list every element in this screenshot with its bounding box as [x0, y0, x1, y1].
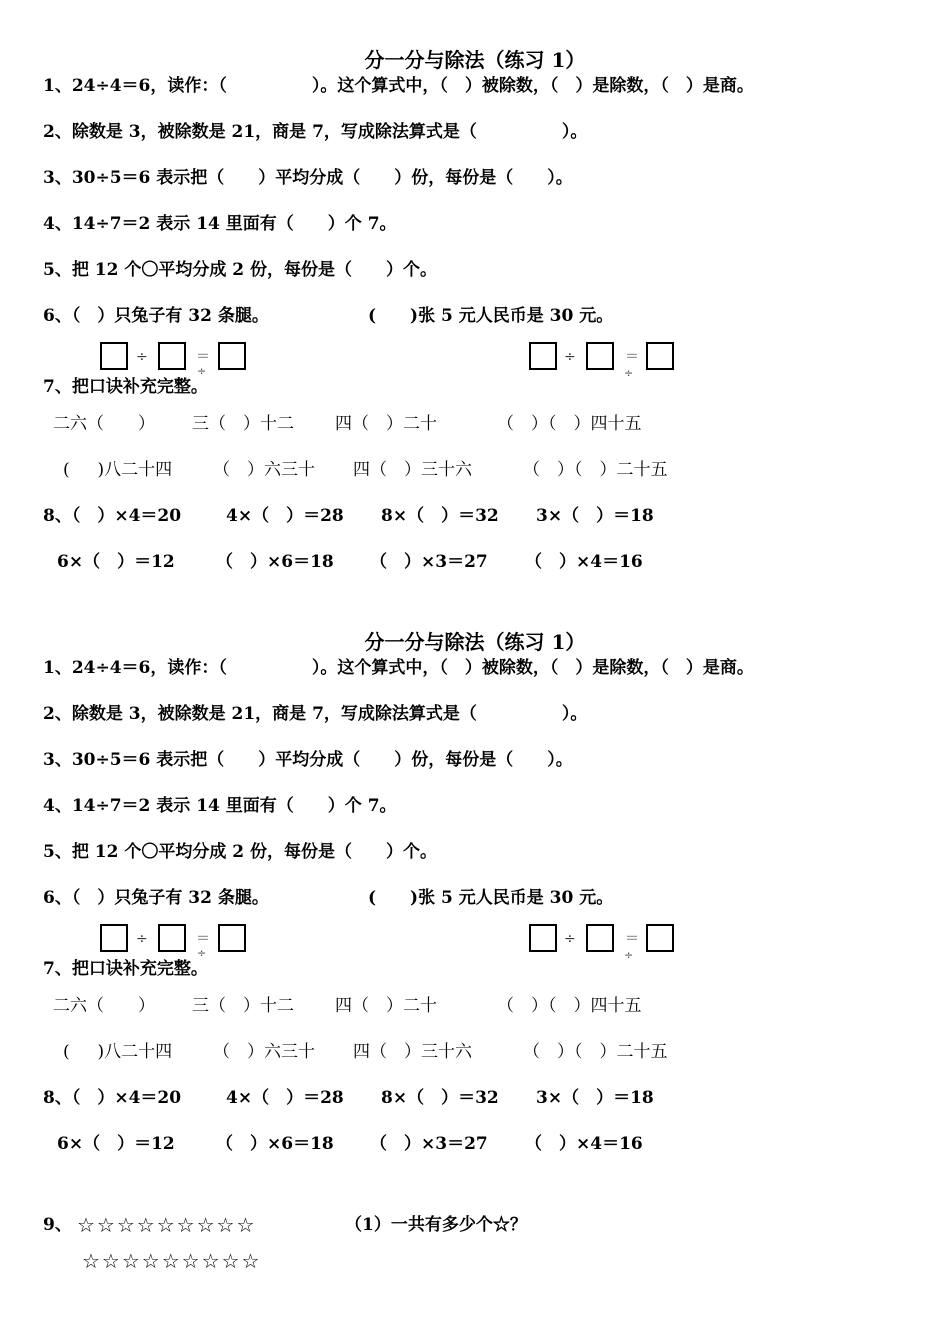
question-7: 7、把口诀补充完整。 — [43, 377, 208, 397]
q7-item: （ ）（ ）四十五 — [497, 996, 642, 1016]
answer-box — [100, 924, 128, 952]
q8-item: 8×（ ）＝32 — [381, 1088, 499, 1108]
q7-item: 四（ ）二十 — [335, 414, 437, 434]
answer-box — [646, 924, 674, 952]
q7-item: （ ）六三十 — [213, 460, 315, 480]
answer-box — [158, 924, 186, 952]
q8-item: 6×（ ）＝12 — [57, 552, 175, 572]
q7-item: 三（ ）十二 — [192, 996, 294, 1016]
question-3: 3、30÷5＝6 表示把（ ）平均分成（ ）份，每份是（ ）。 — [43, 168, 573, 188]
question-3: 3、30÷5＝6 表示把（ ）平均分成（ ）份，每份是（ ）。 — [43, 750, 573, 770]
q7-item: 二六（ ） — [53, 414, 155, 434]
question-6a: 6、（ ）只兔子有 32 条腿。 — [43, 888, 269, 908]
equals-sign: ＝ — [625, 349, 639, 365]
divide-sign: ÷ — [136, 931, 148, 947]
q7-item: 二六（ ） — [53, 996, 155, 1016]
star-row: ☆☆☆☆☆☆☆☆☆ — [82, 1249, 262, 1273]
divide-sign: ÷ — [197, 365, 207, 378]
q7-item: （ ）（ ）四十五 — [497, 414, 642, 434]
q8-item: 3×（ ）＝18 — [536, 506, 654, 526]
answer-box — [646, 342, 674, 370]
divide-sign: ÷ — [624, 367, 634, 380]
answer-box — [586, 342, 614, 370]
divide-sign: ÷ — [197, 947, 207, 960]
q8-item: 8×（ ）＝32 — [381, 506, 499, 526]
divide-sign: ÷ — [564, 931, 576, 947]
q8-item: （ ）×4＝16 — [525, 552, 643, 572]
question-1: 1、24÷4＝6，读作：（ ）。这个算式中，（ ）被除数，（ ）是除数，（ ）是商。 — [43, 76, 754, 96]
equals-sign: ＝ — [196, 931, 210, 947]
q8-item: （ ）×6＝18 — [216, 1134, 334, 1154]
equals-sign: ＝ — [625, 931, 639, 947]
answer-box — [529, 342, 557, 370]
q7-item: 四（ ）三十六 — [353, 460, 472, 480]
q7-item: （ ）六三十 — [213, 1042, 315, 1062]
question-4: 4、14÷7＝2 表示 14 里面有（ ）个 7。 — [43, 796, 397, 816]
question-5: 5、把 12 个〇平均分成 2 份，每份是（ ）个。 — [43, 260, 437, 280]
divide-sign: ÷ — [624, 949, 634, 962]
q7-item: （ ）（ ）二十五 — [523, 460, 668, 480]
q8-item: （ ）×4＝16 — [525, 1134, 643, 1154]
q7-item: （ ）（ ）二十五 — [523, 1042, 668, 1062]
question-5: 5、把 12 个〇平均分成 2 份，每份是（ ）个。 — [43, 842, 437, 862]
question-6b: ( )张 5 元人民币是 30 元。 — [368, 888, 614, 908]
q7-item: 四（ ）二十 — [335, 996, 437, 1016]
q8-item: （ ）×3＝27 — [370, 552, 488, 572]
star-row: ☆☆☆☆☆☆☆☆☆ — [77, 1213, 257, 1237]
q8-item: （ ）×6＝18 — [216, 552, 334, 572]
equals-sign: ＝ — [196, 349, 210, 365]
answer-box — [158, 342, 186, 370]
q8-item: 6×（ ）＝12 — [57, 1134, 175, 1154]
q8-item: （ ）×3＝27 — [370, 1134, 488, 1154]
question-9-1: （1）一共有多少个☆？ — [345, 1215, 527, 1235]
divide-sign: ÷ — [136, 349, 148, 365]
q7-item: 四（ ）三十六 — [353, 1042, 472, 1062]
q8-item: 8、（ ）×4＝20 — [43, 506, 182, 526]
question-6b: ( )张 5 元人民币是 30 元。 — [368, 306, 614, 326]
question-7: 7、把口诀补充完整。 — [43, 959, 208, 979]
worksheet-title: 分一分与除法（练习 1） — [364, 48, 586, 72]
question-2: 2、除数是 3，被除数是 21，商是 7，写成除法算式是（ ）。 — [43, 704, 588, 724]
q7-item: 三（ ）十二 — [192, 414, 294, 434]
q8-item: 4×（ ）＝28 — [226, 1088, 344, 1108]
question-9-label: 9、 — [43, 1215, 72, 1235]
answer-box — [100, 342, 128, 370]
question-4: 4、14÷7＝2 表示 14 里面有（ ）个 7。 — [43, 214, 397, 234]
question-1: 1、24÷4＝6，读作：（ ）。这个算式中，（ ）被除数，（ ）是除数，（ ）是商。 — [43, 658, 754, 678]
answer-box — [218, 924, 246, 952]
q8-item: 4×（ ）＝28 — [226, 506, 344, 526]
q7-item: ( )八二十四 — [63, 460, 173, 480]
q7-item: ( )八二十四 — [63, 1042, 173, 1062]
question-6a: 6、（ ）只兔子有 32 条腿。 — [43, 306, 269, 326]
question-2: 2、除数是 3，被除数是 21，商是 7，写成除法算式是（ ）。 — [43, 122, 588, 142]
answer-box — [586, 924, 614, 952]
divide-sign: ÷ — [564, 349, 576, 365]
q8-item: 3×（ ）＝18 — [536, 1088, 654, 1108]
worksheet-title: 分一分与除法（练习 1） — [364, 630, 586, 654]
answer-box — [218, 342, 246, 370]
answer-box — [529, 924, 557, 952]
q8-item: 8、（ ）×4＝20 — [43, 1088, 182, 1108]
